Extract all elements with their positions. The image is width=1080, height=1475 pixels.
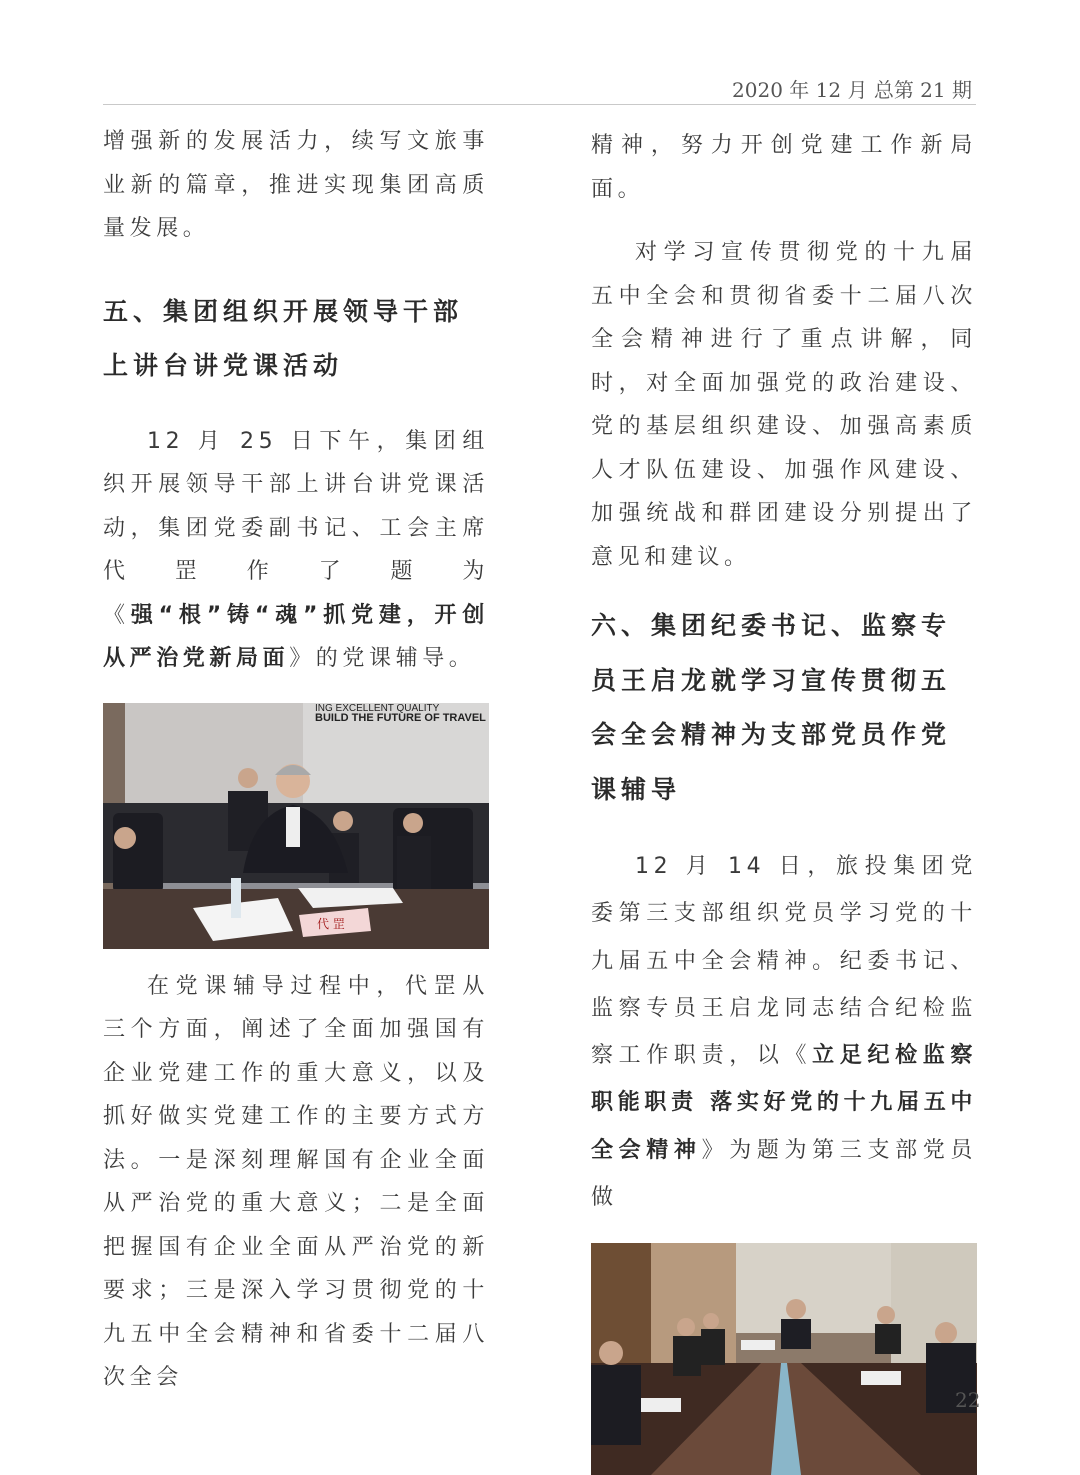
page-number: 22 xyxy=(955,1388,981,1412)
page-header xyxy=(103,72,976,105)
left-column xyxy=(103,120,489,1400)
photo-branch-meeting xyxy=(591,1243,977,1475)
p3-bold-title: 立足纪检监察职能职责 落实好党的十九届五中全会精神 xyxy=(591,1043,977,1163)
p3-text-a: 12 月 14 日，旅投集团党委第三支部组织党员学习党的十九届五中全会精神。纪委书记、监察专员王启龙同志结合纪检监察工作职责，以《 xyxy=(591,854,977,1069)
p3-text-c: 》为题为第三支部党员做 xyxy=(591,1137,977,1211)
backdrop-sign-line-2: BUILD THE FUTURE OF TRAVEL xyxy=(315,711,486,724)
left-paragraph-1: 增强新的发展活力，续写文旅事业新的篇章，推进实现集团高质量发展。 xyxy=(103,129,489,241)
p2-text-a: 12 月 25 日下午，集团组织开展领导干部上讲台讲党课活动，集团党委副书记、工会主席代罡作了题为《 xyxy=(103,428,489,628)
section-5-heading: 五、集团组织开展领导干部上讲台讲党课活动 xyxy=(103,296,464,380)
right-column xyxy=(591,120,977,1475)
p2-text-c: 》的党课辅导。 xyxy=(289,646,476,671)
section-6-heading: 六、集团纪委书记、监察专员王启龙就学习宣传贯彻五会全会精神为支部党员作党课辅导 xyxy=(591,611,952,804)
p2-bold-title: 强“根”铸“魂”抓党建，开创从严治党新局面 xyxy=(103,602,489,671)
backdrop-sign-line-1: ING EXCELLENT QUALITY xyxy=(315,702,440,714)
nameplate-text: 代 罡 xyxy=(317,916,345,931)
issue-label: 2020 年 12 月 总第 21 期 xyxy=(732,78,972,102)
right-paragraph-2: 对学习宣传贯彻党的十九届五中全会和贯彻省委十二届八次全会精神进行了重点讲解，同时，对全面加强党的政治建设、党的基层组织建设、加强高素质人才队伍建设、加强作风建设、加强统战和群团建设分别提出了意见和建议。 xyxy=(591,240,977,570)
left-paragraph-3: 在党课辅导过程中，代罡从三个方面，阐述了全面加强国有企业党建工作的重大意义，以及抓好做实党建工作的主要方式方法。一是深刻理解国有企业全面从严治党的重大意义；二是全面把握国有企业全面从严治党的新要求；三是深入学习贯彻党的十九五中全会精神和省委十二届八次全会 xyxy=(103,973,489,1390)
photo-lecture-daigang xyxy=(103,703,489,949)
right-paragraph-1: 精神，努力开创党建工作新局面。 xyxy=(591,133,977,202)
left-paragraph-2 xyxy=(103,420,489,681)
right-paragraph-3 xyxy=(591,843,977,1221)
